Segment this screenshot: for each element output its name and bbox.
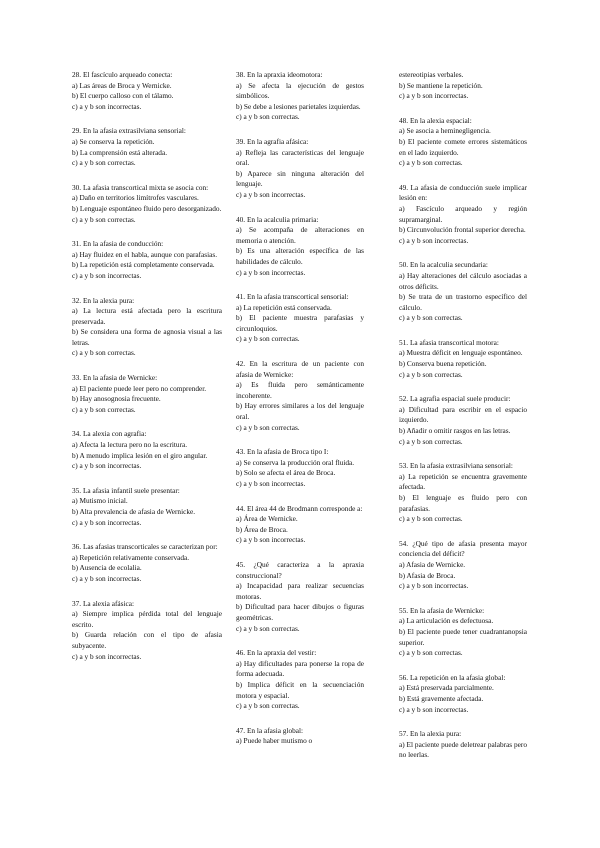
question-text: 54. ¿Qué tipo de afasia presenta mayor conciencia del déficit? — [399, 538, 527, 559]
answer-option: c) a y b son correctas. — [236, 422, 300, 432]
answer-option: a) Fascículo arqueado y región supramarginal. — [399, 203, 527, 224]
column-left — [72, 70, 222, 676]
answer-option: c) a y b son incorrectas. — [236, 267, 306, 277]
answer-option: a) La repetición se encuentra gravemente afectada. — [399, 471, 527, 492]
answer-option: a) Siempre implica pérdida total del lenguaje escrito. — [72, 609, 222, 629]
answer-option: c) a y b son incorrectas. — [72, 461, 142, 471]
question-block — [72, 239, 222, 281]
question-text: 50. En la acalculia secundaria: — [399, 260, 488, 270]
answer-option: c) a y b son correctas. — [399, 369, 463, 379]
answer-option: a) Se conserva la repetición. — [72, 136, 155, 146]
answer-option: b) La repetición está completamente conservada. — [72, 260, 215, 270]
question-block — [72, 70, 222, 112]
answer-option: b) Implica déficit en la secuenciación motora y espacial. — [236, 679, 364, 700]
question-text: 51. La afasia transcortical motora: — [399, 337, 499, 347]
question-block — [72, 486, 222, 528]
answer-option: c) a y b son correctas. — [236, 334, 300, 344]
answer-option: a) Está preservada parcialmente. — [399, 683, 494, 693]
question-block — [399, 116, 527, 169]
answer-option: c) a y b son incorrectas. — [236, 535, 306, 545]
question-block — [72, 542, 222, 584]
question-block — [399, 673, 527, 715]
answer-option: estereotipias verbales. — [399, 70, 464, 79]
answer-option: a) Área de Wernicke. — [236, 514, 298, 524]
answer-option: c) a y b son correctas. — [399, 648, 463, 658]
answer-option: b) Solo se afecta el área de Broca. — [236, 468, 336, 478]
answer-option: a) La repetición está conservada. — [236, 302, 332, 312]
question-block — [72, 429, 222, 471]
question-text: 43. En la afasia de Broca tipo I: — [236, 447, 329, 457]
answer-option: c) a y b son incorrectas. — [399, 704, 469, 714]
question-text: 49. La afasia de conducción suele implicar lesión en: — [399, 182, 527, 203]
question-text: 53. En la afasia extrasilviana sensorial: — [399, 461, 513, 471]
question-text: 45. ¿Qué caracteriza a la apraxia construccional? — [236, 559, 364, 580]
answer-option: c) a y b son correctas. — [236, 623, 300, 633]
answer-option: b) Es una alteración específica de las habilidades de cálculo. — [236, 246, 364, 266]
question-text: 35. La afasia infantil suele presentar: — [72, 485, 180, 495]
question-block — [399, 606, 527, 659]
question-text: 52. La agrafia espacial suele producir: — [399, 394, 511, 404]
answer-option: b) Se mantiene la repetición. — [399, 80, 483, 90]
question-block — [399, 70, 527, 102]
answer-option: b) Circunvolución frontal superior derecha. — [399, 225, 526, 235]
answer-option: a) El paciente puede leer pero no comprender. — [72, 383, 207, 393]
answer-option: a) Mutismo inicial. — [72, 496, 128, 506]
question-text: 44. El área 44 de Brodmann corresponde a: — [236, 503, 363, 513]
answer-option: b) Hay errores similares a los del lenguaje oral. — [236, 401, 364, 422]
question-text: 28. El fascículo arqueado conecta: — [72, 70, 173, 79]
question-text: 57. En la alexia pura: — [399, 729, 462, 739]
answer-option: c) a y b son incorrectas. — [236, 189, 306, 199]
answer-option: a) Las áreas de Broca y Wernicke. — [72, 80, 172, 90]
question-block — [399, 260, 527, 324]
question-text: 34. La alexia con agrafia: — [72, 429, 147, 439]
answer-option: b) Guarda relación con el tipo de afasia subyacente. — [72, 630, 222, 650]
answer-option: c) a y b son incorrectas. — [399, 581, 469, 591]
answer-option: a) Puede haber mutismo o — [236, 736, 313, 746]
answer-option: c) a y b son incorrectas. — [399, 235, 469, 245]
question-text: 32. En la alexia pura: — [72, 295, 135, 305]
answer-option: a) Hay alteraciones del cálculo asociadas a otros déficits. — [399, 270, 527, 291]
question-block — [72, 183, 222, 225]
question-block — [399, 539, 527, 592]
question-text: 47. En la afasia global: — [236, 725, 304, 735]
question-text: 30. La afasia transcortical mixta se asocia con: — [72, 182, 209, 192]
answer-option: b) Se trata de un trastorno específico del cálculo. — [399, 292, 527, 312]
question-text: 46. En la apraxia del vestir: — [236, 648, 317, 658]
answer-option: c) a y b son correctas. — [72, 348, 136, 358]
answer-option: b) Ausencia de ecolalia. — [72, 563, 142, 573]
answer-option: b) El paciente comete errores sistemáticos en el lado izquierdo. — [399, 136, 527, 157]
answer-option: b) El lenguaje es fluido pero con parafasias. — [399, 493, 527, 513]
answer-option: a) Se asocia a heminegligencia. — [399, 126, 491, 136]
answer-option: a) Se conserva la producción oral fluida. — [236, 457, 355, 467]
answer-option: b) El paciente puede tener cuadrantanopsia superior. — [399, 626, 527, 647]
question-text: 36. Las afasias transcorticales se caracterizan por: — [72, 542, 218, 552]
answer-option: c) a y b son correctas. — [236, 112, 300, 122]
question-block — [399, 461, 527, 525]
question-text: 33. En la afasia de Wernicke: — [72, 373, 158, 383]
answer-option: b) Lenguaje espontáneo fluido pero desorganizado. — [72, 203, 222, 213]
question-text: 29. En la afasia extrasilviana sensorial: — [72, 126, 186, 136]
question-text: 38. En la apraxia ideomotora: — [236, 70, 323, 79]
answer-option: b) Se debe a lesiones parietales izquierdas. — [236, 101, 361, 111]
question-block — [399, 394, 527, 447]
answer-option: c) a y b son incorrectas. — [236, 479, 306, 488]
answer-option: a) Se acompaña de alteraciones en memoria o atención. — [236, 225, 364, 245]
answer-option: a) Se afecta la ejecución de gestos simbólicos. — [236, 80, 364, 101]
answer-option: c) a y b son correctas. — [236, 701, 300, 711]
answer-option: b) El paciente muestra parafasias y circunloquios. — [236, 313, 364, 333]
question-text: 56. La repetición en la afasia global: — [399, 672, 506, 682]
answer-option: c) a y b son incorrectas. — [72, 517, 142, 527]
question-block — [236, 447, 364, 489]
answer-option: c) a y b son correctas. — [72, 214, 136, 224]
question-text: 31. En la afasia de conducción: — [72, 239, 164, 249]
column-right — [399, 70, 527, 775]
question-text: 37. La alexia afásica: — [72, 598, 134, 608]
answer-option: a) Dificultad para escribir en el espacio izquierdo. — [399, 404, 527, 425]
answer-option: c) a y b son incorrectas. — [399, 91, 469, 101]
question-block — [236, 292, 364, 345]
answer-option: a) Daño en territorios limítrofes vasculares. — [72, 193, 199, 203]
question-block — [236, 726, 364, 747]
question-block — [399, 183, 527, 247]
answer-option: b) Área de Broca. — [236, 524, 288, 534]
column-middle — [236, 70, 364, 761]
answer-option: b) El cuerpo calloso con el tálamo. — [72, 91, 174, 101]
question-block — [236, 70, 364, 123]
answer-option: a) Es fluida pero semánticamente incoherente. — [236, 380, 364, 400]
answer-option: b) A menudo implica lesión en el giro angular. — [72, 450, 208, 460]
answer-option: b) Hay anosognosia frecuente. — [72, 394, 161, 404]
answer-option: c) a y b son incorrectas. — [72, 651, 142, 661]
answer-option: c) a y b son correctas. — [399, 514, 463, 524]
answer-option: a) Incapacidad para realizar secuencias motoras. — [236, 581, 364, 601]
answer-option: c) a y b son correctas. — [399, 158, 463, 168]
question-text: 39. En la agrafia afásica: — [236, 136, 309, 146]
question-block — [236, 504, 364, 546]
question-text: 41. En la afasia transcortical sensorial: — [236, 292, 349, 302]
answer-option: c) a y b son incorrectas. — [72, 101, 142, 111]
question-text: 40. En la acalculia primaria: — [236, 214, 319, 224]
answer-option: a) Muestra déficit en lenguaje espontáneo. — [399, 348, 523, 358]
answer-option: c) a y b son correctas. — [72, 158, 136, 168]
answer-option: b) Alta prevalencia de afasia de Wernicke. — [72, 507, 196, 516]
answer-option: a) El paciente puede deletrear palabras pero no leerlas. — [399, 739, 527, 760]
question-block — [72, 599, 222, 663]
answer-option: a) La lectura está afectada pero la escritura preservada. — [72, 306, 222, 326]
question-block — [236, 359, 364, 433]
answer-option: a) Hay dificultades para ponerse la ropa de forma adecuada. — [236, 658, 364, 679]
answer-option: b) Afasia de Broca. — [399, 570, 456, 580]
answer-option: c) a y b son correctas. — [399, 436, 463, 446]
question-text: 55. En la afasia de Wernicke: — [399, 605, 485, 615]
answer-option: b) Añadir o omitir rasgos en las letras. — [399, 426, 511, 436]
answer-option: b) Está gravemente afectada. — [399, 693, 484, 703]
question-text: 42. En la escritura de un paciente con afasia de Wernicke: — [236, 359, 364, 379]
question-block — [72, 296, 222, 360]
answer-option: c) a y b son incorrectas. — [72, 573, 142, 583]
answer-option: c) a y b son correctas. — [72, 404, 136, 414]
answer-option: a) Hay fluidez en el habla, aunque con parafasias. — [72, 249, 218, 259]
answer-option: a) La articulación es defectuosa. — [399, 616, 494, 626]
question-block — [72, 126, 222, 168]
answer-option: b) Conserva buena repetición. — [399, 359, 487, 369]
answer-option: c) a y b son incorrectas. — [72, 270, 142, 280]
answer-option: a) Afasia de Wernicke. — [399, 559, 466, 569]
answer-option: b) La comprensión está alterada. — [72, 147, 168, 157]
question-text: 48. En la alexia espacial: — [399, 115, 472, 125]
question-block — [399, 338, 527, 380]
question-block — [236, 137, 364, 201]
answer-option: a) Refleja las características del lenguaje oral. — [236, 147, 364, 168]
answer-option: a) Afecta la lectura pero no la escritura. — [72, 440, 188, 450]
question-block — [399, 729, 527, 761]
answer-option: b) Se considera una forma de agnosia visual a las letras. — [72, 327, 222, 347]
question-block — [236, 648, 364, 712]
question-block — [236, 560, 364, 634]
question-block — [72, 373, 222, 415]
answer-option: a) Repetición relativamente conservada. — [72, 552, 190, 562]
answer-option: b) Aparece sin ninguna alteración del lenguaje. — [236, 168, 364, 189]
question-block — [236, 215, 364, 279]
answer-option: b) Dificultad para hacer dibujos o figuras geométricas. — [236, 602, 364, 622]
answer-option: c) a y b son correctas. — [399, 313, 463, 323]
